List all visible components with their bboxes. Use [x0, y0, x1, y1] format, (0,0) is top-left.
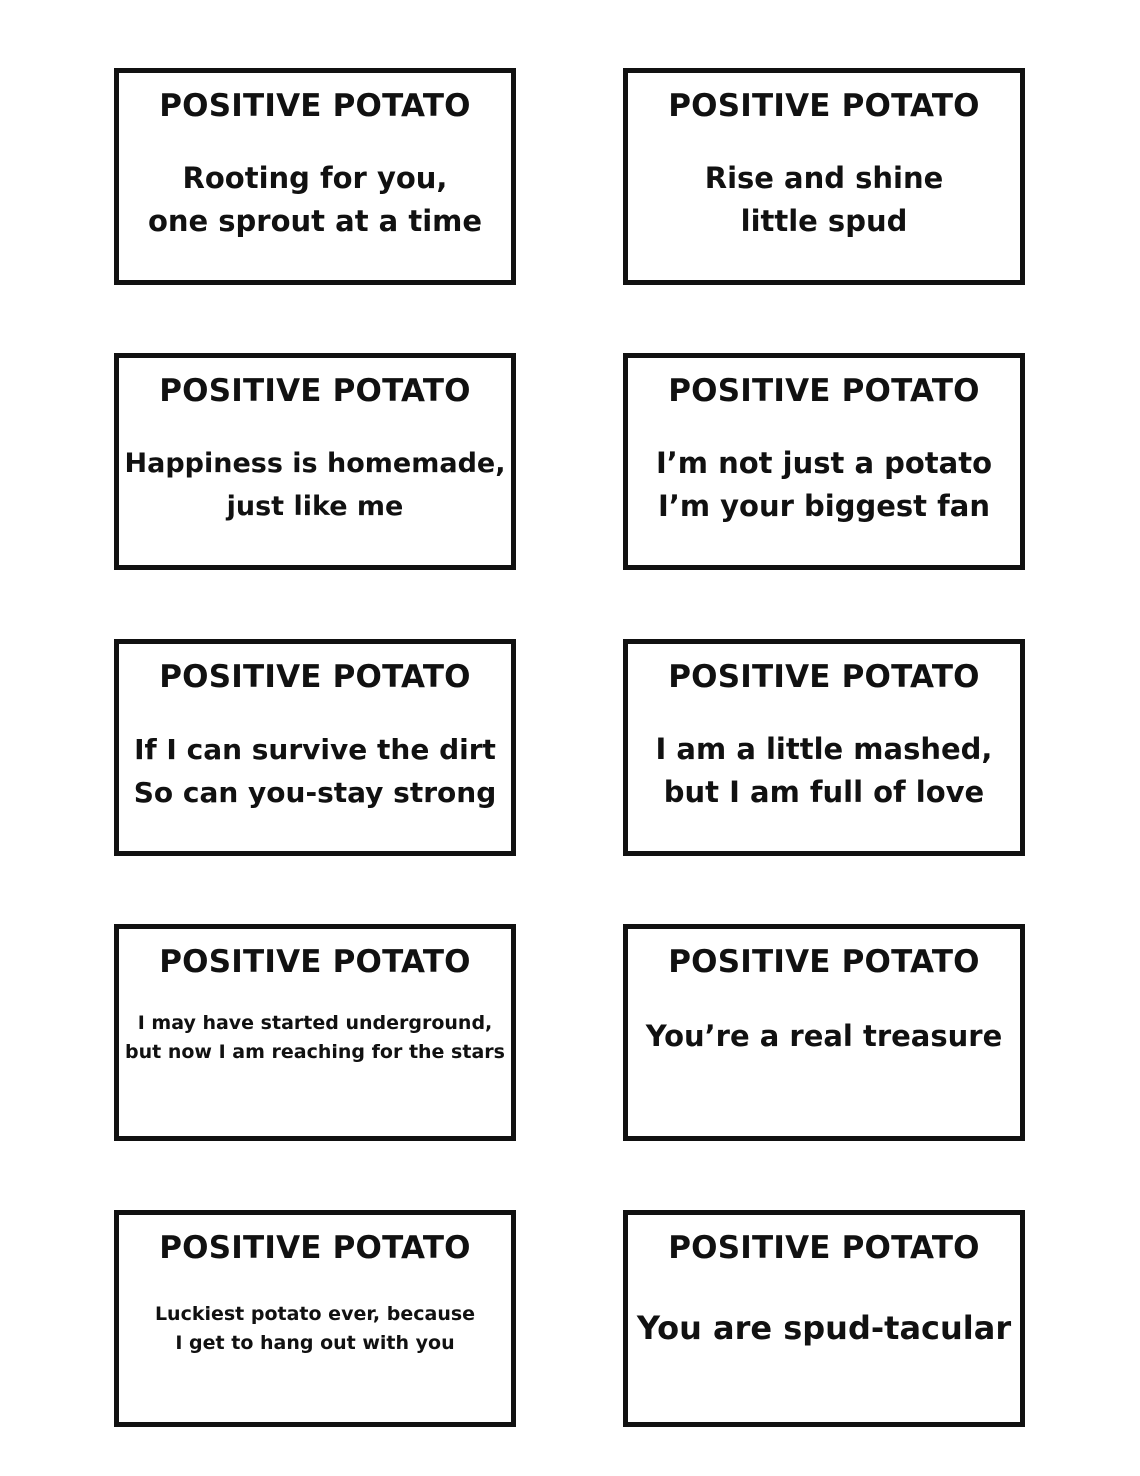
card-message-line: Luckiest potato ever, because — [154, 1303, 476, 1325]
card-message — [119, 1009, 511, 1067]
card-message-line: Happiness is homemade, — [124, 448, 506, 479]
card-10 — [623, 1210, 1025, 1427]
card-message-line: I’m not just a potato — [655, 446, 993, 480]
card-message-line: little spud — [740, 204, 908, 238]
card-message-line: You are spud-tacular — [636, 1309, 1012, 1347]
card-title: POSITIVE POTATO — [159, 944, 471, 980]
card-message-line: but now I am reaching for the stars — [125, 1041, 505, 1063]
card-1 — [114, 68, 516, 285]
card-message-line: one sprout at a time — [147, 204, 483, 238]
card-6 — [623, 639, 1025, 856]
card-3 — [114, 353, 516, 570]
card-message-line: just like me — [226, 491, 404, 522]
card-message — [119, 1300, 511, 1358]
card-title: POSITIVE POTATO — [159, 659, 471, 695]
card-message-line: I am a little mashed, — [655, 732, 993, 766]
card-message-line: I may have started underground, — [137, 1012, 493, 1034]
card-message — [119, 728, 511, 814]
card-message — [119, 442, 511, 528]
card-message-line: Rooting for you, — [182, 161, 448, 195]
card-title: POSITIVE POTATO — [668, 373, 980, 409]
card-message — [119, 157, 511, 243]
card-message — [628, 442, 1020, 528]
card-8 — [623, 924, 1025, 1141]
card-message-line: I get to hang out with you — [175, 1332, 455, 1354]
card-message — [628, 157, 1020, 243]
card-title: POSITIVE POTATO — [668, 1230, 980, 1266]
card-title: POSITIVE POTATO — [668, 659, 980, 695]
card-message — [628, 1305, 1020, 1351]
card-message-line: You’re a real treasure — [645, 1019, 1003, 1053]
card-message-line: but I am full of love — [663, 775, 985, 809]
card-title: POSITIVE POTATO — [668, 944, 980, 980]
card-title: POSITIVE POTATO — [668, 88, 980, 124]
card-4 — [623, 353, 1025, 570]
card-title: POSITIVE POTATO — [159, 1230, 471, 1266]
card-7 — [114, 924, 516, 1141]
card-message — [628, 1015, 1020, 1058]
card-title: POSITIVE POTATO — [159, 88, 471, 124]
card-title: POSITIVE POTATO — [159, 373, 471, 409]
card-message-line: Rise and shine — [704, 161, 944, 195]
card-message-line: So can you-stay strong — [133, 776, 497, 809]
card-9 — [114, 1210, 516, 1427]
card-5 — [114, 639, 516, 856]
card-message-line: If I can survive the dirt — [134, 733, 496, 766]
card-2 — [623, 68, 1025, 285]
card-message — [628, 728, 1020, 814]
card-message-line: I’m your biggest fan — [658, 489, 990, 523]
